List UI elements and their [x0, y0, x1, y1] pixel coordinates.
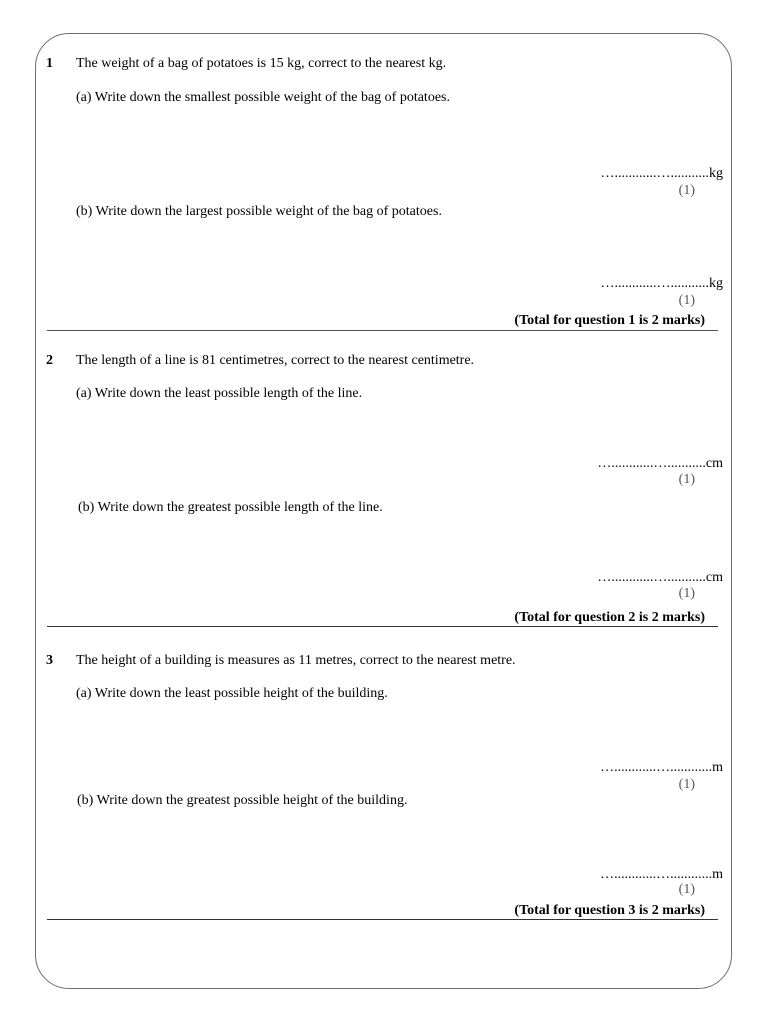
question-3a-marks: (1)	[678, 777, 695, 792]
question-2a-answer-line[interactable]: …............…...........cm	[597, 456, 723, 471]
question-1-number: 1	[46, 56, 53, 71]
question-2b-text: (b) Write down the greatest possible length of the line.	[78, 500, 383, 515]
question-3a-answer-line[interactable]: …............…............m	[600, 760, 723, 775]
question-3-total: (Total for question 3 is 2 marks)	[514, 903, 705, 918]
question-2-number: 2	[46, 353, 53, 368]
question-2b-answer-line[interactable]: …............…...........cm	[597, 570, 723, 585]
question-2-total: (Total for question 2 is 2 marks)	[514, 610, 705, 625]
question-3b-marks: (1)	[678, 882, 695, 897]
question-2a-text: (a) Write down the least possible length of the line.	[76, 386, 363, 401]
question-1a-marks: (1)	[678, 183, 695, 198]
question-1b-text: (b) Write down the largest possible weight of the bag of potatoes.	[76, 204, 442, 219]
question-2-divider	[47, 626, 718, 627]
question-1b-answer-line[interactable]: …............…...........kg	[600, 276, 723, 291]
question-3b-text: (b) Write down the greatest possible height of the building.	[77, 793, 408, 808]
question-1a-answer-line[interactable]: …............…...........kg	[600, 166, 723, 181]
question-3-divider	[47, 919, 718, 920]
question-1-total: (Total for question 1 is 2 marks)	[514, 313, 705, 328]
question-3b-answer-line[interactable]: …............…............m	[600, 867, 723, 882]
question-2b-marks: (1)	[678, 586, 695, 601]
question-1-stem: The weight of a bag of potatoes is 15 kg, correct to the nearest kg.	[76, 56, 447, 71]
question-3a-text: (a) Write down the least possible height of the building.	[76, 686, 388, 701]
question-1b-marks: (1)	[678, 293, 695, 308]
question-1a-text: (a) Write down the smallest possible weight of the bag of potatoes.	[76, 90, 450, 105]
question-3-number: 3	[46, 653, 53, 668]
question-3-stem: The height of a building is measures as 11 metres, correct to the nearest metre.	[76, 653, 516, 668]
question-2a-marks: (1)	[678, 472, 695, 487]
question-1-divider	[47, 330, 718, 331]
question-2-stem: The length of a line is 81 centimetres, correct to the nearest centimetre.	[76, 353, 475, 368]
